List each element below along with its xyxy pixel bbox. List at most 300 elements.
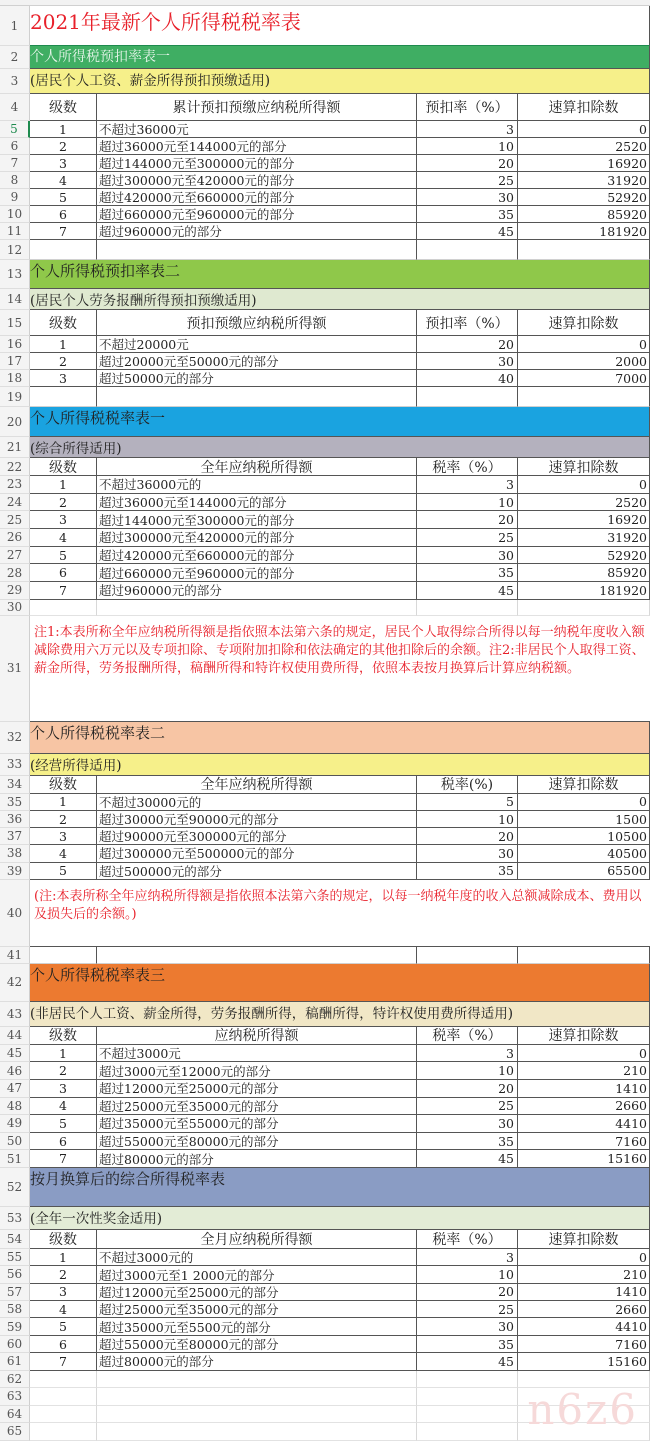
- income-range-cell[interactable]: 超过144000元至300000元的部分: [97, 155, 417, 172]
- row-number[interactable]: 47: [0, 1080, 30, 1098]
- rate-cell[interactable]: 3: [417, 1249, 518, 1266]
- row-number[interactable]: 13: [0, 260, 30, 289]
- grade-cell[interactable]: 1: [30, 121, 97, 138]
- row-number[interactable]: 62: [0, 1371, 30, 1389]
- row-number[interactable]: 61: [0, 1353, 30, 1370]
- income-range-cell[interactable]: 超过300000元至420000元的部分: [97, 172, 417, 189]
- income-range-cell[interactable]: 超过55000元至80000元的部分: [97, 1133, 417, 1151]
- grade-cell[interactable]: 5: [30, 1115, 97, 1133]
- table-row: [0, 1353, 650, 1370]
- rate-cell[interactable]: 35: [417, 206, 518, 223]
- income-range-cell[interactable]: 超过50000元的部分: [97, 370, 417, 387]
- row-number[interactable]: 30: [0, 600, 30, 616]
- table-title[interactable]: 个人所得税税率表一: [30, 407, 650, 437]
- income-range-cell[interactable]: 超过55000元至80000元的部分: [97, 1336, 417, 1353]
- deduction-cell[interactable]: [518, 387, 650, 407]
- row-number[interactable]: 18: [0, 370, 30, 387]
- grade-cell[interactable]: [30, 600, 97, 616]
- deduction-cell[interactable]: 52920: [518, 189, 650, 206]
- row-number[interactable]: 24: [0, 494, 30, 512]
- deduction-cell[interactable]: 0: [518, 336, 650, 353]
- row-number[interactable]: 57: [0, 1284, 30, 1301]
- row-number[interactable]: 31: [0, 616, 30, 722]
- table-header-row: [0, 1230, 650, 1249]
- row-number[interactable]: 65: [0, 1423, 30, 1441]
- deduction-cell[interactable]: 7000: [518, 370, 650, 387]
- rate-cell[interactable]: 45: [417, 1150, 518, 1168]
- table-row: [0, 1249, 650, 1266]
- table-title[interactable]: 个人所得税税率表三: [30, 964, 650, 1002]
- grade-cell[interactable]: 2: [30, 353, 97, 370]
- header-rate[interactable]: 税率（%）: [417, 458, 518, 476]
- grade-cell[interactable]: 2: [30, 811, 97, 828]
- grade-cell[interactable]: 1: [30, 336, 97, 353]
- rate-cell[interactable]: 45: [417, 1353, 518, 1370]
- income-range-cell[interactable]: 超过960000元的部分: [97, 223, 417, 240]
- income-range-cell[interactable]: [97, 1388, 417, 1406]
- header-deduction[interactable]: 速算扣除数: [518, 776, 650, 794]
- grade-cell[interactable]: 4: [30, 172, 97, 189]
- rate-cell[interactable]: [417, 240, 518, 260]
- grade-cell[interactable]: 5: [30, 863, 97, 880]
- table-row: [0, 564, 650, 582]
- header-rate[interactable]: 税率（%）: [417, 1027, 518, 1045]
- rate-cell[interactable]: 35: [417, 1336, 518, 1353]
- income-range-cell[interactable]: [97, 600, 417, 616]
- deduction-cell[interactable]: [518, 240, 650, 260]
- table-subtitle[interactable]: (经营所得适用): [30, 754, 650, 776]
- row-number[interactable]: 54: [0, 1230, 30, 1249]
- income-range-cell[interactable]: 超过300000元至420000元的部分: [97, 529, 417, 547]
- header-deduction[interactable]: 速算扣除数: [518, 1027, 650, 1045]
- table-title-row: [0, 964, 650, 1002]
- income-range-cell[interactable]: [97, 1371, 417, 1389]
- row-number[interactable]: 55: [0, 1249, 30, 1266]
- table-title-row: [0, 1168, 650, 1207]
- header-income-range[interactable]: 全月应纳税所得额: [97, 1230, 417, 1249]
- rate-cell[interactable]: 25: [417, 172, 518, 189]
- row-number[interactable]: 25: [0, 511, 30, 529]
- note-text[interactable]: 注1:本表所称全年应纳税所得额是指依照本法第六条的规定，居民个人取得综合所得以每一纳税年度收入额减除费用六万元以及专项扣除、专项附加扣除和依法确定的其他扣除后的余额。注2:非居民个人取得工资、薪金所得，劳务报酬所得，稿酬所得和特许权使用费所得，依照本表按月换算后计算应纳税额。: [30, 616, 650, 722]
- row-number[interactable]: 16: [0, 336, 30, 353]
- row-number[interactable]: 50: [0, 1133, 30, 1151]
- note-text[interactable]: (注:本表所称全年应纳税所得额是指依照本法第六条的规定，以每一纳税年度的收入总额减除成本、费用以及损失后的余额。): [30, 880, 650, 947]
- grade-cell[interactable]: 3: [30, 155, 97, 172]
- rate-cell[interactable]: 20: [417, 155, 518, 172]
- income-range-cell[interactable]: 超过36000元至144000元的部分: [97, 494, 417, 512]
- deduction-cell[interactable]: [518, 600, 650, 616]
- rate-cell[interactable]: 30: [417, 845, 518, 862]
- row-number[interactable]: 6: [0, 138, 30, 155]
- row-number[interactable]: 32: [0, 722, 30, 754]
- income-range-cell[interactable]: [97, 240, 417, 260]
- row-number[interactable]: 60: [0, 1336, 30, 1353]
- grade-cell[interactable]: 1: [30, 1045, 97, 1063]
- header-rate[interactable]: 税率(%): [417, 776, 518, 794]
- rate-cell[interactable]: 35: [417, 564, 518, 582]
- deduction-cell[interactable]: 65500: [518, 863, 650, 880]
- rate-cell[interactable]: [417, 947, 518, 964]
- table-subtitle[interactable]: (居民个人工资、薪金所得预扣预缴适用): [30, 69, 650, 94]
- income-range-cell[interactable]: 超过36000元至144000元的部分: [97, 138, 417, 155]
- income-range-cell[interactable]: 超过420000元至660000元的部分: [97, 189, 417, 206]
- rate-cell[interactable]: 30: [417, 189, 518, 206]
- rate-cell[interactable]: [417, 1423, 518, 1441]
- deduction-cell[interactable]: 181920: [518, 582, 650, 600]
- grade-cell[interactable]: 7: [30, 582, 97, 600]
- header-deduction[interactable]: 速算扣除数: [518, 1230, 650, 1249]
- table-title[interactable]: 个人所得税预扣率表二: [30, 260, 650, 289]
- header-grade[interactable]: 级数: [30, 94, 97, 121]
- table-row: [0, 1150, 650, 1168]
- deduction-cell[interactable]: 0: [518, 1045, 650, 1063]
- grade-cell[interactable]: [30, 1406, 97, 1424]
- table-title[interactable]: 按月换算后的综合所得税率表: [30, 1168, 650, 1207]
- table-row: [0, 1266, 650, 1283]
- table-row: [0, 1318, 650, 1335]
- row-number[interactable]: 52: [0, 1168, 30, 1207]
- header-rate[interactable]: 税率（%）: [417, 1230, 518, 1249]
- income-range-cell[interactable]: 不超过36000元的: [97, 476, 417, 494]
- income-range-cell[interactable]: 不超过3000元: [97, 1045, 417, 1063]
- rate-cell[interactable]: 3: [417, 476, 518, 494]
- income-range-cell[interactable]: 超过660000元至960000元的部分: [97, 564, 417, 582]
- income-range-cell[interactable]: 超过90000元至300000元的部分: [97, 828, 417, 845]
- rate-cell[interactable]: 45: [417, 582, 518, 600]
- income-range-cell[interactable]: 超过660000元至960000元的部分: [97, 206, 417, 223]
- rate-cell[interactable]: 25: [417, 1098, 518, 1116]
- rate-cell[interactable]: [417, 1406, 518, 1424]
- grade-cell[interactable]: 7: [30, 223, 97, 240]
- grade-cell[interactable]: 3: [30, 511, 97, 529]
- header-income-range[interactable]: 全年应纳税所得额: [97, 776, 417, 794]
- row-number[interactable]: 27: [0, 547, 30, 565]
- header-income-range[interactable]: 预扣预缴应纳税所得额: [97, 310, 417, 336]
- row-number[interactable]: 12: [0, 240, 30, 260]
- deduction-cell[interactable]: 4410: [518, 1318, 650, 1335]
- watermark: n6z6: [527, 1385, 638, 1434]
- table-subtitle-row: [0, 69, 650, 94]
- income-range-cell[interactable]: [97, 1406, 417, 1424]
- deduction-cell[interactable]: 16920: [518, 511, 650, 529]
- deduction-cell[interactable]: 0: [518, 476, 650, 494]
- header-grade[interactable]: 级数: [30, 776, 97, 794]
- row-number[interactable]: 33: [0, 754, 30, 776]
- deduction-cell[interactable]: 40500: [518, 845, 650, 862]
- grade-cell[interactable]: 3: [30, 828, 97, 845]
- row-number[interactable]: 46: [0, 1062, 30, 1080]
- sheet-title[interactable]: 2021年最新个人所得税税率表: [30, 6, 650, 46]
- deduction-cell[interactable]: 0: [518, 1249, 650, 1266]
- deduction-cell[interactable]: 31920: [518, 529, 650, 547]
- grade-cell[interactable]: 1: [30, 476, 97, 494]
- row-number[interactable]: 51: [0, 1150, 30, 1168]
- grade-cell[interactable]: [30, 1388, 97, 1406]
- deduction-cell[interactable]: 210: [518, 1062, 650, 1080]
- deduction-cell[interactable]: 31920: [518, 172, 650, 189]
- row-number[interactable]: 4: [0, 94, 30, 121]
- income-range-cell[interactable]: [97, 387, 417, 407]
- row-number[interactable]: 23: [0, 476, 30, 494]
- table-title[interactable]: 个人所得税税率表二: [30, 722, 650, 754]
- header-grade[interactable]: 级数: [30, 1230, 97, 1249]
- income-range-cell[interactable]: 超过3000元至1 2000元的部分: [97, 1266, 417, 1283]
- income-range-cell[interactable]: 超过300000元至500000元的部分: [97, 845, 417, 862]
- row-number[interactable]: 36: [0, 811, 30, 828]
- rate-cell[interactable]: [417, 600, 518, 616]
- deduction-cell[interactable]: 0: [518, 121, 650, 138]
- row-number[interactable]: 41: [0, 947, 30, 964]
- deduction-cell[interactable]: 1500: [518, 811, 650, 828]
- deduction-cell[interactable]: 2660: [518, 1301, 650, 1318]
- grade-cell[interactable]: 5: [30, 547, 97, 565]
- rate-cell[interactable]: 35: [417, 1133, 518, 1151]
- grade-cell[interactable]: [30, 1423, 97, 1441]
- table-title-row: [0, 722, 650, 754]
- grade-cell[interactable]: 2: [30, 494, 97, 512]
- row-number[interactable]: 48: [0, 1098, 30, 1116]
- deduction-cell[interactable]: 4410: [518, 1115, 650, 1133]
- deduction-cell[interactable]: 2520: [518, 138, 650, 155]
- row-number[interactable]: 43: [0, 1002, 30, 1027]
- grade-cell[interactable]: [30, 240, 97, 260]
- income-range-cell[interactable]: 超过35000元至55000元的部分: [97, 1115, 417, 1133]
- income-range-cell[interactable]: 超过35000元至5500元的部分: [97, 1318, 417, 1335]
- rate-cell[interactable]: 20: [417, 511, 518, 529]
- rate-cell[interactable]: 25: [417, 529, 518, 547]
- row-number[interactable]: 39: [0, 863, 30, 880]
- grade-cell[interactable]: 4: [30, 1098, 97, 1116]
- deduction-cell[interactable]: 85920: [518, 564, 650, 582]
- rate-cell[interactable]: 20: [417, 336, 518, 353]
- row-number[interactable]: 11: [0, 223, 30, 240]
- row-number[interactable]: 7: [0, 155, 30, 172]
- deduction-cell[interactable]: 15160: [518, 1353, 650, 1370]
- row-number[interactable]: 9: [0, 189, 30, 206]
- rate-cell[interactable]: 30: [417, 353, 518, 370]
- deduction-cell[interactable]: 1410: [518, 1284, 650, 1301]
- grade-cell[interactable]: [30, 947, 97, 964]
- income-range-cell[interactable]: 超过500000元的部分: [97, 863, 417, 880]
- table-subtitle[interactable]: (全年一次性奖金适用): [30, 1207, 650, 1230]
- rate-cell[interactable]: 30: [417, 1318, 518, 1335]
- grade-cell[interactable]: 5: [30, 1318, 97, 1335]
- row-number[interactable]: 56: [0, 1266, 30, 1283]
- header-deduction[interactable]: 速算扣除数: [518, 94, 650, 121]
- grade-cell[interactable]: 6: [30, 206, 97, 223]
- grade-cell[interactable]: 2: [30, 1266, 97, 1283]
- income-range-cell[interactable]: 不超过30000元的: [97, 794, 417, 811]
- deduction-cell[interactable]: 16920: [518, 155, 650, 172]
- income-range-cell[interactable]: 不超过20000元: [97, 336, 417, 353]
- grade-cell[interactable]: 2: [30, 1062, 97, 1080]
- header-grade[interactable]: 级数: [30, 458, 97, 476]
- row-number[interactable]: 44: [0, 1027, 30, 1045]
- blank-row: [0, 947, 650, 964]
- deduction-cell[interactable]: [518, 947, 650, 964]
- grade-cell[interactable]: 3: [30, 370, 97, 387]
- row-number[interactable]: 26: [0, 529, 30, 547]
- deduction-cell[interactable]: 1410: [518, 1080, 650, 1098]
- row-number[interactable]: 35: [0, 794, 30, 811]
- income-range-cell[interactable]: 超过144000元至300000元的部分: [97, 511, 417, 529]
- income-range-cell[interactable]: [97, 947, 417, 964]
- income-range-cell[interactable]: 超过25000元至35000元的部分: [97, 1098, 417, 1116]
- table-row: [0, 828, 650, 845]
- rate-cell[interactable]: 20: [417, 1284, 518, 1301]
- grade-cell[interactable]: [30, 1371, 97, 1389]
- grade-cell[interactable]: [30, 387, 97, 407]
- rate-cell[interactable]: 3: [417, 1045, 518, 1063]
- rate-cell[interactable]: [417, 1388, 518, 1406]
- header-deduction[interactable]: 速算扣除数: [518, 458, 650, 476]
- income-range-cell[interactable]: 超过12000元至25000元的部分: [97, 1080, 417, 1098]
- row-number[interactable]: 19: [0, 387, 30, 407]
- header-income-range[interactable]: 应纳税所得额: [97, 1027, 417, 1045]
- deduction-cell[interactable]: 52920: [518, 547, 650, 565]
- grade-cell[interactable]: 5: [30, 189, 97, 206]
- table-title[interactable]: 个人所得税预扣率表一: [30, 46, 650, 69]
- header-deduction[interactable]: 速算扣除数: [518, 310, 650, 336]
- row-number[interactable]: 63: [0, 1388, 30, 1406]
- grade-cell[interactable]: 6: [30, 564, 97, 582]
- rate-cell[interactable]: 20: [417, 1080, 518, 1098]
- table-subtitle[interactable]: (非居民个人工资、薪金所得，劳务报酬所得，稿酬所得，特许权使用费所得适用): [30, 1002, 650, 1027]
- grade-cell[interactable]: 6: [30, 1133, 97, 1151]
- rate-cell[interactable]: 3: [417, 121, 518, 138]
- row-number[interactable]: 49: [0, 1115, 30, 1133]
- income-range-cell[interactable]: 超过12000元至25000元的部分: [97, 1284, 417, 1301]
- deduction-cell[interactable]: 181920: [518, 223, 650, 240]
- deduction-cell[interactable]: 10500: [518, 828, 650, 845]
- row-number[interactable]: 14: [0, 289, 30, 310]
- table-row: [0, 476, 650, 494]
- row-number[interactable]: 15: [0, 310, 30, 336]
- blank-row: [0, 387, 650, 407]
- table-row: [0, 353, 650, 370]
- row-number[interactable]: 64: [0, 1406, 30, 1424]
- row-number[interactable]: 20: [0, 407, 30, 437]
- grade-cell[interactable]: 1: [30, 794, 97, 811]
- row-number[interactable]: 58: [0, 1301, 30, 1318]
- deduction-cell[interactable]: 210: [518, 1266, 650, 1283]
- row-number[interactable]: 8: [0, 172, 30, 189]
- deduction-cell[interactable]: 7160: [518, 1133, 650, 1151]
- row-number[interactable]: 28: [0, 564, 30, 582]
- deduction-cell[interactable]: 2000: [518, 353, 650, 370]
- rate-cell[interactable]: 10: [417, 138, 518, 155]
- income-range-cell[interactable]: 超过30000元至90000元的部分: [97, 811, 417, 828]
- deduction-cell[interactable]: 15160: [518, 1150, 650, 1168]
- income-range-cell[interactable]: [97, 1423, 417, 1441]
- header-grade[interactable]: 级数: [30, 1027, 97, 1045]
- table-row: [0, 336, 650, 353]
- rate-cell[interactable]: 10: [417, 1266, 518, 1283]
- row-number[interactable]: 59: [0, 1318, 30, 1335]
- grade-cell[interactable]: 3: [30, 1284, 97, 1301]
- header-grade[interactable]: 级数: [30, 310, 97, 336]
- header-income-range[interactable]: 累计预扣预缴应纳税所得额: [97, 94, 417, 121]
- grade-cell[interactable]: 4: [30, 1301, 97, 1318]
- grade-cell[interactable]: 1: [30, 1249, 97, 1266]
- rate-cell[interactable]: 10: [417, 1062, 518, 1080]
- income-range-cell[interactable]: 不超过3000元的: [97, 1249, 417, 1266]
- grade-cell[interactable]: 3: [30, 1080, 97, 1098]
- table-title-row: [0, 260, 650, 289]
- table-row: [0, 138, 650, 155]
- row-number[interactable]: 3: [0, 69, 30, 94]
- grade-cell[interactable]: 4: [30, 845, 97, 862]
- deduction-cell[interactable]: 85920: [518, 206, 650, 223]
- income-range-cell[interactable]: 超过80000元的部分: [97, 1150, 417, 1168]
- deduction-cell[interactable]: 7160: [518, 1336, 650, 1353]
- grade-cell[interactable]: 4: [30, 529, 97, 547]
- rate-cell[interactable]: 5: [417, 794, 518, 811]
- row-number[interactable]: 38: [0, 845, 30, 862]
- table-row: [0, 121, 650, 138]
- grade-cell[interactable]: 7: [30, 1150, 97, 1168]
- deduction-cell[interactable]: 2660: [518, 1098, 650, 1116]
- table-subtitle[interactable]: (居民个人劳务报酬所得预扣预缴适用): [30, 289, 650, 310]
- row-number[interactable]: 21: [0, 437, 30, 458]
- income-range-cell[interactable]: 超过960000元的部分: [97, 582, 417, 600]
- income-range-cell[interactable]: 超过80000元的部分: [97, 1353, 417, 1370]
- income-range-cell[interactable]: 不超过36000元: [97, 121, 417, 138]
- table-subtitle[interactable]: (综合所得适用): [30, 437, 650, 458]
- rate-cell[interactable]: 25: [417, 1301, 518, 1318]
- row-number[interactable]: 37: [0, 828, 30, 845]
- header-income-range[interactable]: 全年应纳税所得额: [97, 458, 417, 476]
- rate-cell[interactable]: 35: [417, 863, 518, 880]
- income-range-cell[interactable]: 超过3000元至12000元的部分: [97, 1062, 417, 1080]
- rate-cell[interactable]: 45: [417, 223, 518, 240]
- row-number[interactable]: 17: [0, 353, 30, 370]
- table-row: [0, 1133, 650, 1151]
- row-number[interactable]: 1: [0, 6, 30, 46]
- rate-cell[interactable]: 10: [417, 811, 518, 828]
- deduction-cell[interactable]: 2520: [518, 494, 650, 512]
- table-header-row: [0, 458, 650, 476]
- table-row: [0, 1336, 650, 1353]
- rate-cell[interactable]: [417, 1371, 518, 1389]
- row-number[interactable]: 5: [0, 121, 30, 138]
- grade-cell[interactable]: 6: [30, 1336, 97, 1353]
- rate-cell[interactable]: 20: [417, 828, 518, 845]
- row-number[interactable]: 22: [0, 458, 30, 476]
- header-rate[interactable]: 预扣率（%）: [417, 310, 518, 336]
- income-range-cell[interactable]: 超过25000元至35000元的部分: [97, 1301, 417, 1318]
- row-number[interactable]: 2: [0, 46, 30, 69]
- rate-cell[interactable]: 30: [417, 547, 518, 565]
- rate-cell[interactable]: 30: [417, 1115, 518, 1133]
- income-range-cell[interactable]: 超过20000元至50000元的部分: [97, 353, 417, 370]
- row-number[interactable]: 34: [0, 776, 30, 794]
- row-number[interactable]: 42: [0, 964, 30, 1002]
- header-rate[interactable]: 预扣率（%）: [417, 94, 518, 121]
- row-number[interactable]: 29: [0, 582, 30, 600]
- rate-cell[interactable]: 40: [417, 370, 518, 387]
- deduction-cell[interactable]: 0: [518, 794, 650, 811]
- rate-cell[interactable]: [417, 387, 518, 407]
- row-number[interactable]: 10: [0, 206, 30, 223]
- grade-cell[interactable]: 2: [30, 138, 97, 155]
- grade-cell[interactable]: 7: [30, 1353, 97, 1370]
- rate-cell[interactable]: 10: [417, 494, 518, 512]
- row-number[interactable]: 40: [0, 880, 30, 947]
- row-number[interactable]: 53: [0, 1207, 30, 1230]
- row-number[interactable]: 45: [0, 1045, 30, 1063]
- income-range-cell[interactable]: 超过420000元至660000元的部分: [97, 547, 417, 565]
